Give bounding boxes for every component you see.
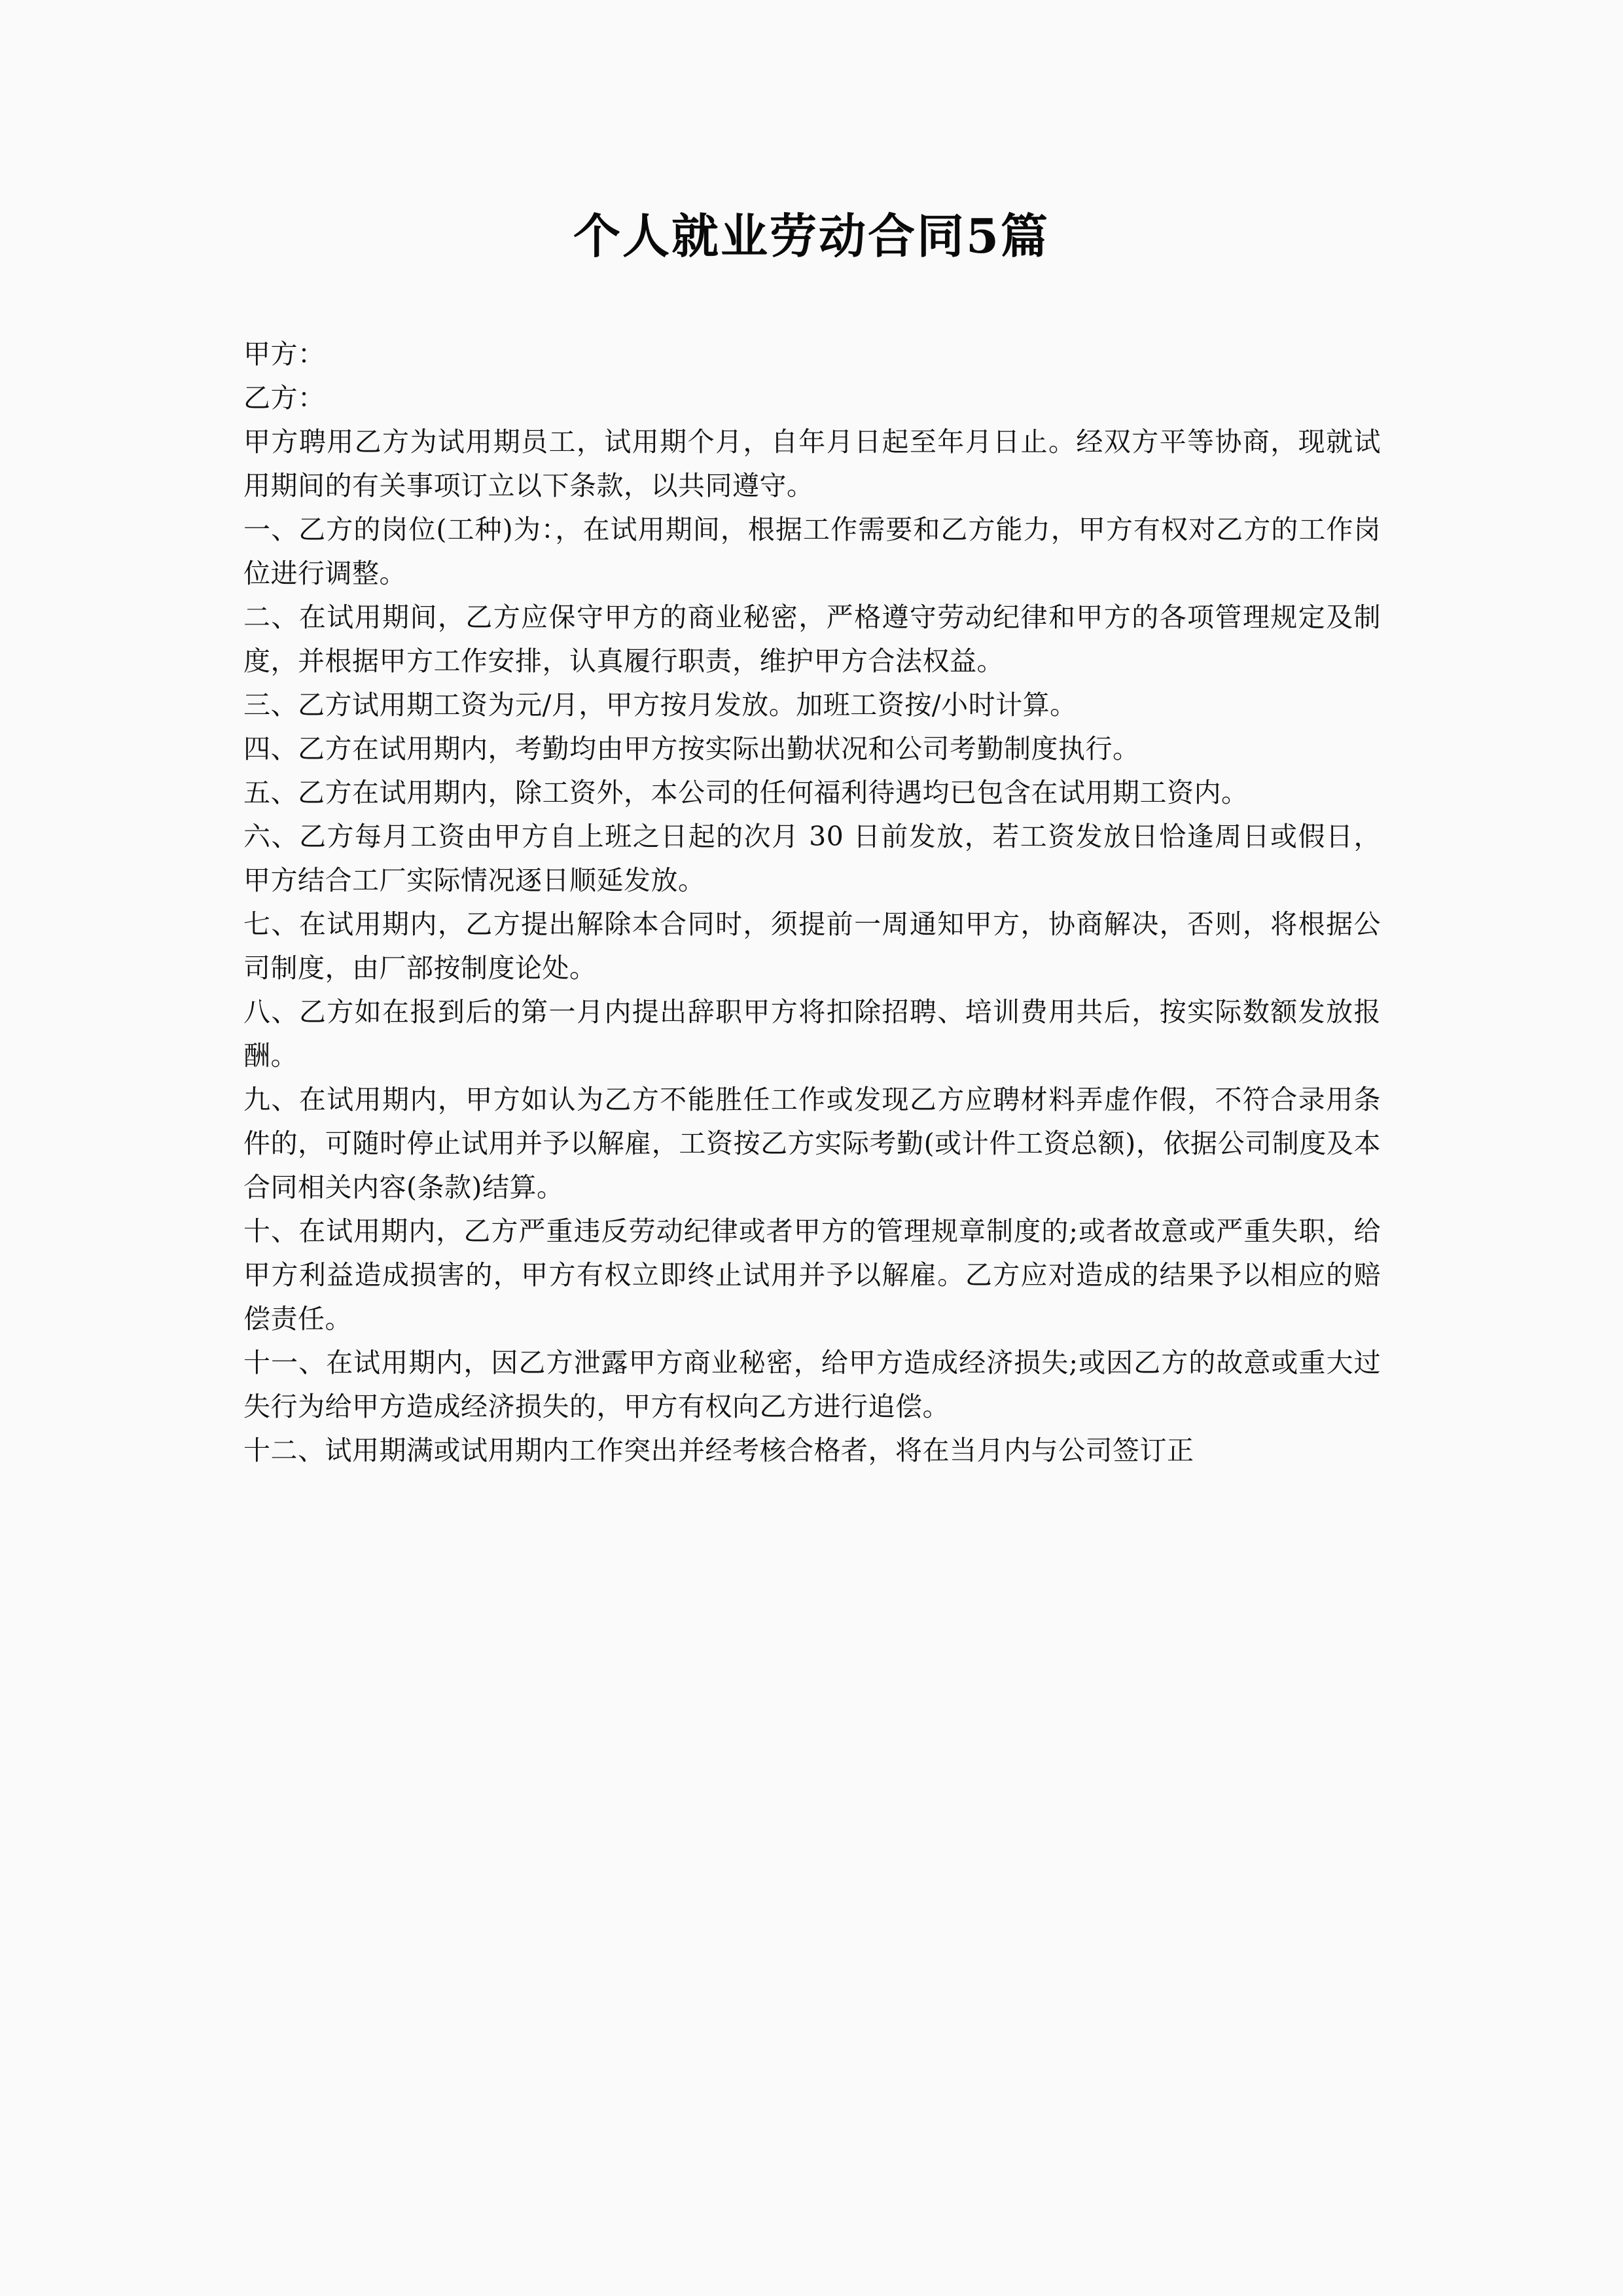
paragraph-clause-12: 十二、试用期满或试用期内工作突出并经考核合格者，将在当月内与公司签订正 [243,1435,1194,1466]
paragraph-clause-5: 五、乙方在试用期内，除工资外，本公司的任何福利待遇均已包含在试用期工资内。 [243,777,1249,808]
paragraph-clause-8: 八、乙方如在报到后的第一月内提出辞职甲方将扣除招聘、培训费用共后，按实际数额发放报酬。 [243,996,1381,1071]
document-body [243,332,1381,1473]
page-title: 个人就业劳动合同5篇 [573,208,1050,264]
paragraph-clause-7: 七、在试用期内，乙方提出解除本合同时，须提前一周通知甲方，协商解决，否则，将根据公司制度，由厂部按制度论处。 [243,908,1381,984]
paragraph-clause-3: 三、乙方试用期工资为元/月，甲方按月发放。加班工资按/小时计算。 [243,689,1077,721]
paragraph-preamble: 甲方聘用乙方为试用期员工，试用期个月，自年月日起至年月日止。经双方平等协商，现就试用期间的有关事项订立以下条款，以共同遵守。 [243,426,1381,501]
paragraph-clause-4: 四、乙方在试用期内，考勤均由甲方按实际出勤状况和公司考勤制度执行。 [243,733,1140,764]
paragraph-party-a: 甲方： [243,338,325,370]
paragraph-clause-1: 一、乙方的岗位(工种)为：，在试用期间，根据工作需要和乙方能力，甲方有权对乙方的工作岗位进行调整。 [243,514,1381,589]
paragraph-clause-2: 二、在试用期间，乙方应保守甲方的商业秘密，严格遵守劳动纪律和甲方的各项管理规定及制度，并根据甲方工作安排，认真履行职责，维护甲方合法权益。 [243,601,1381,677]
paragraph-clause-6: 六、乙方每月工资由甲方自上班之日起的次月 30 日前发放，若工资发放日恰逢周日或假日，甲方结合工厂实际情况逐日顺延发放。 [243,821,1381,896]
paragraph-clause-9: 九、在试用期内，甲方如认为乙方不能胜任工作或发现乙方应聘材料弄虚作假，不符合录用条件的，可随时停止试用并予以解雇，工资按乙方实际考勤(或计件工资总额)，依据公司制度及本合同相关内容(条款)结算。 [243,1084,1381,1203]
paragraph-clause-10: 十、在试用期内，乙方严重违反劳动纪律或者甲方的管理规章制度的;或者故意或严重失职，给甲方利益造成损害的，甲方有权立即终止试用并予以解雇。乙方应对造成的结果予以相应的赔偿责任。 [243,1215,1381,1335]
paragraph-party-b: 乙方： [243,382,325,414]
paragraph-clause-11: 十一、在试用期内，因乙方泄露甲方商业秘密，给甲方造成经济损失;或因乙方的故意或重大过失行为给甲方造成经济损失的，甲方有权向乙方进行追偿。 [243,1347,1381,1422]
